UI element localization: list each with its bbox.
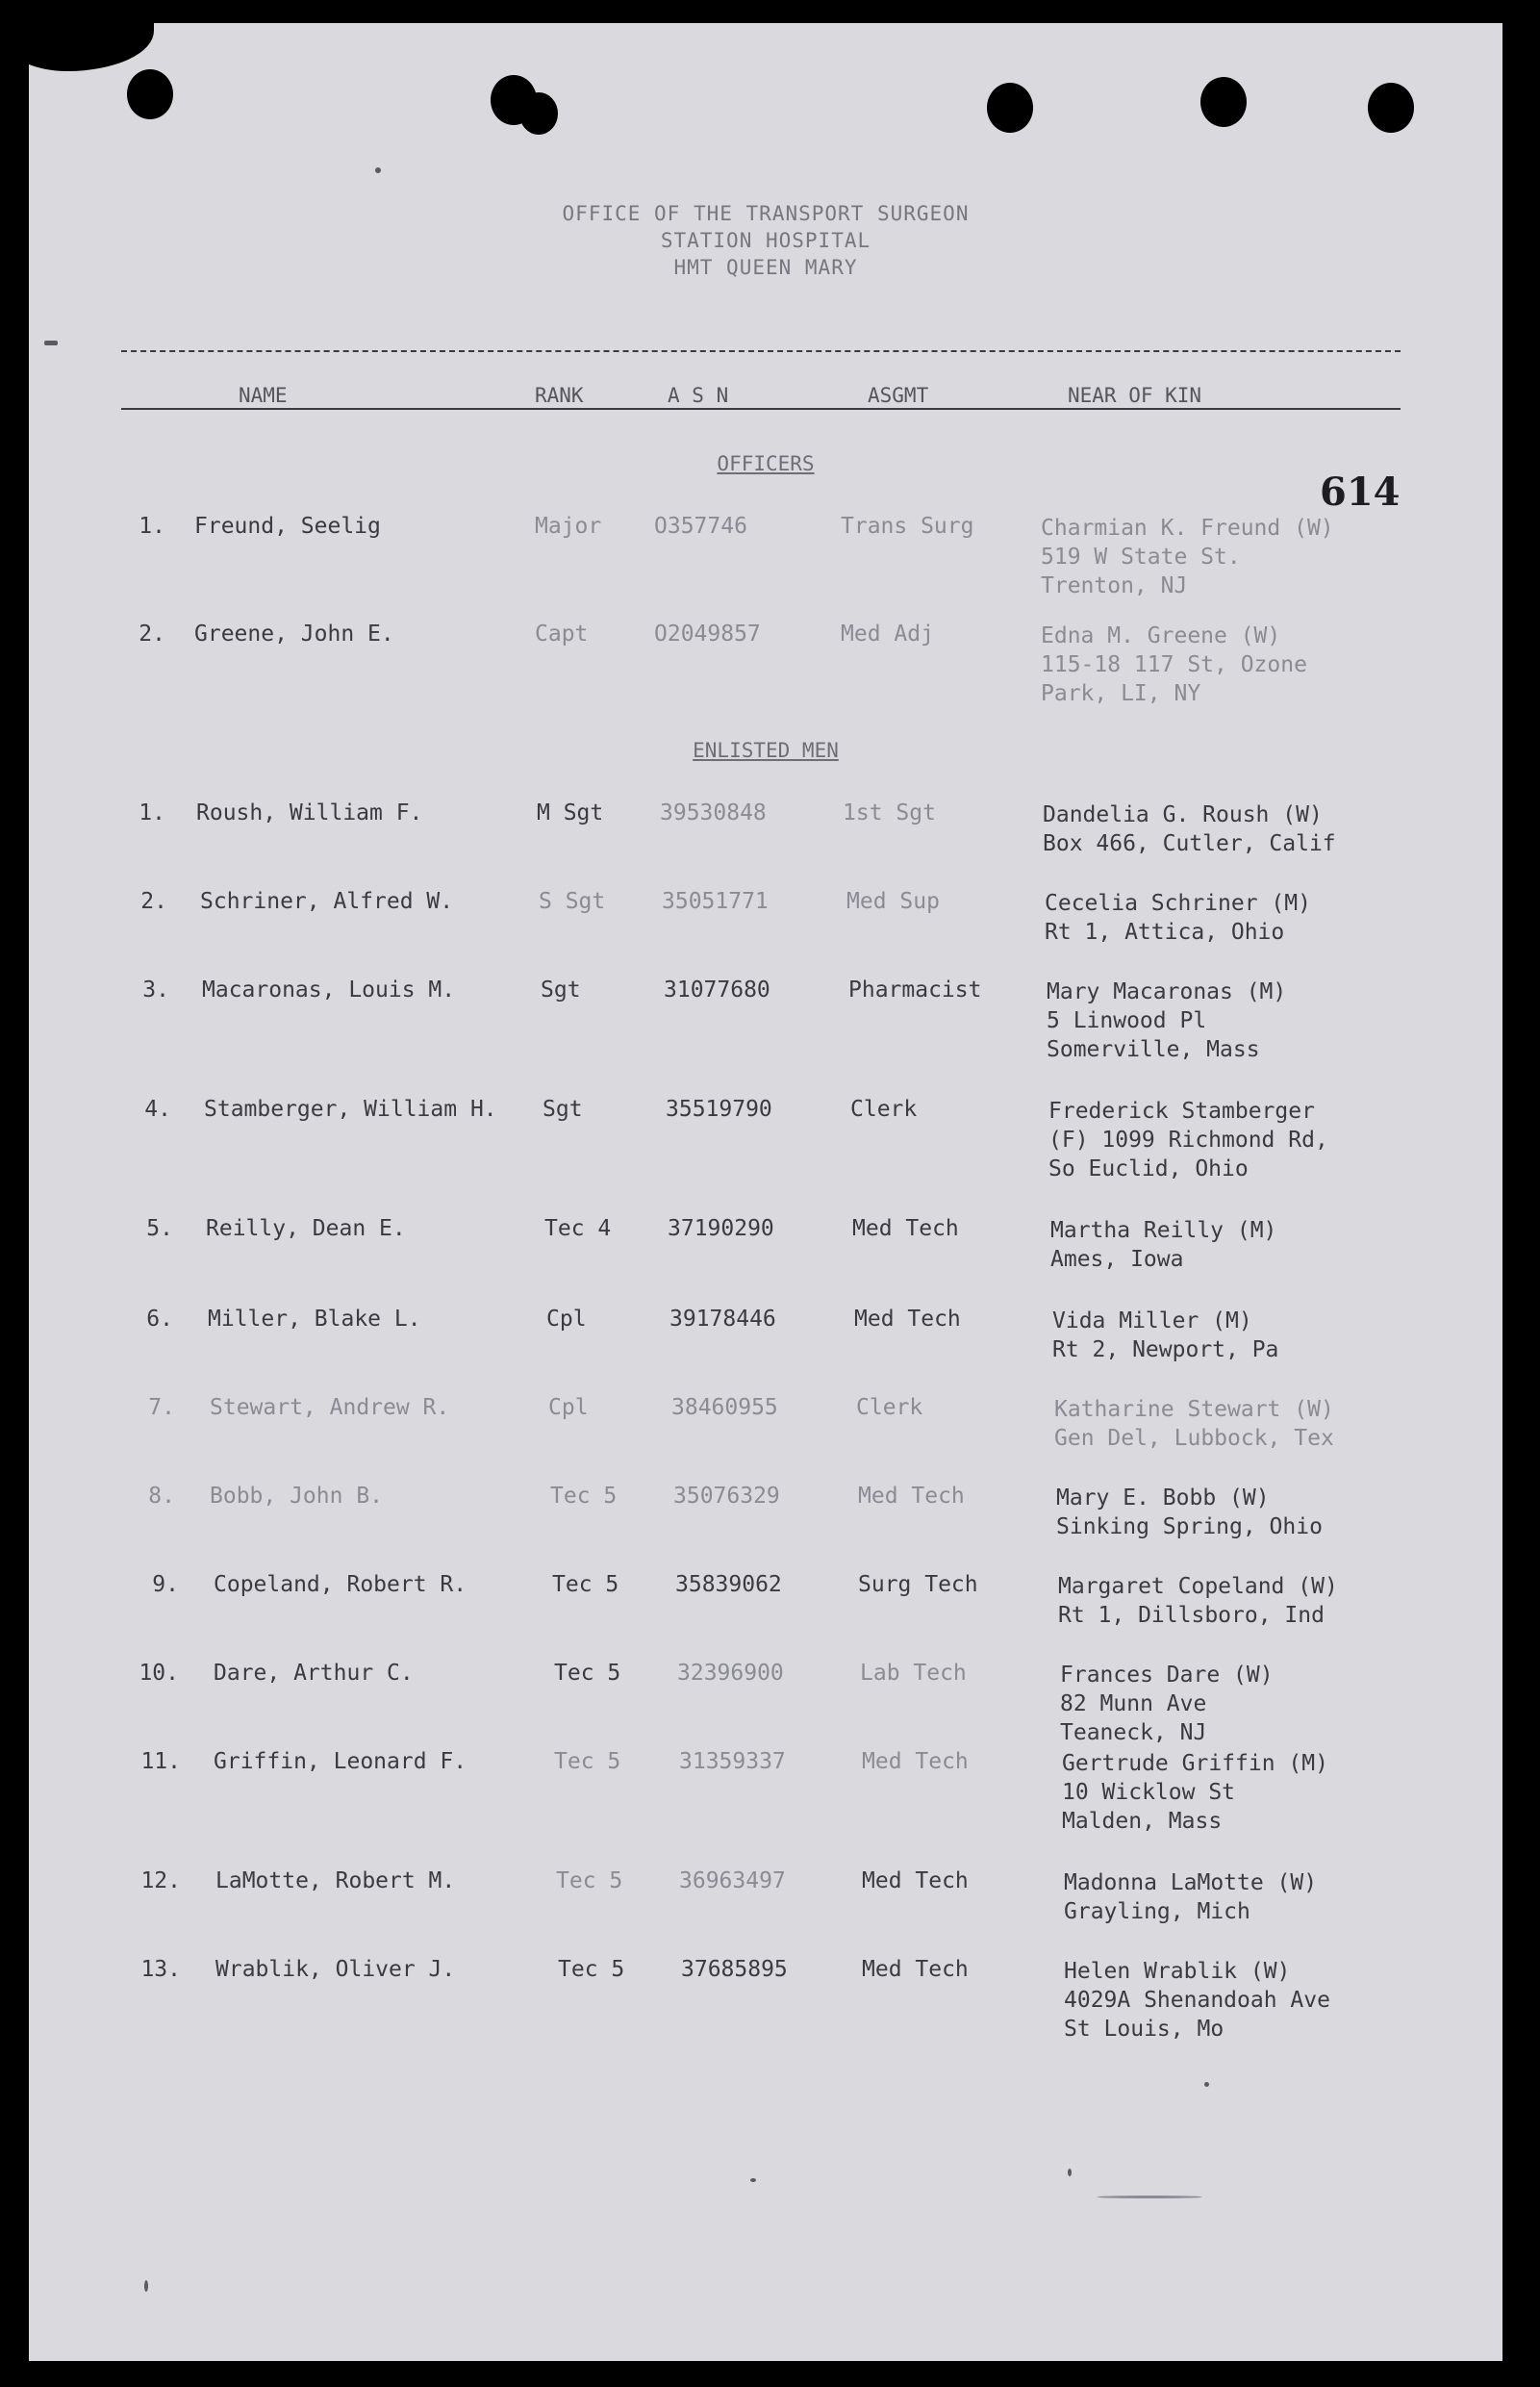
row-name: Greene, John E. — [194, 622, 394, 647]
ink-speck — [1068, 2169, 1072, 2176]
row-kin: Charmian K. Freund (W) 519 W State St. Trenton, NJ — [1041, 516, 1334, 598]
table-row — [29, 1097, 1502, 1181]
row-number: 7. — [148, 1395, 175, 1420]
document-page — [29, 23, 1502, 2361]
section-title-enlisted-men: ENLISTED MEN — [693, 739, 839, 762]
row-kin: Frances Dare (W) 82 Munn Ave Teaneck, NJ — [1060, 1663, 1274, 1745]
column-header-kin: NEAR OF KIN — [1068, 384, 1202, 407]
table-row — [29, 800, 1502, 877]
row-kin: Cecelia Schriner (M) Rt 1, Attica, Ohio — [1045, 891, 1311, 945]
row-asgmt: Pharmacist — [848, 978, 982, 1003]
row-kin: Helen Wrablik (W) 4029A Shenandoah Ave St Louis, Mo — [1064, 1959, 1330, 2042]
row-kin: Gertrude Griffin (M) 10 Wicklow St Malden, Mass — [1062, 1751, 1328, 1834]
table-row — [29, 1572, 1502, 1649]
ink-speck — [144, 2280, 148, 2292]
row-number: 6. — [146, 1307, 173, 1332]
row-number: 13. — [140, 1957, 181, 1982]
table-row — [29, 1749, 1502, 1834]
row-kin: Martha Reilly (M) Ames, Iowa — [1050, 1218, 1277, 1272]
ink-speck — [1097, 2196, 1202, 2198]
row-kin: Frederick Stamberger (F) 1099 Richmond Rd, So Euclid, Ohio — [1048, 1099, 1328, 1181]
row-asgmt: Med Tech — [862, 1749, 969, 1774]
row-rank: Tec 5 — [556, 1868, 623, 1893]
row-rank: Tec 5 — [558, 1957, 625, 1982]
row-name: Roush, William F. — [196, 800, 423, 825]
row-name: LaMotte, Robert M. — [215, 1868, 456, 1893]
section-title-officers: OFFICERS — [717, 452, 815, 475]
row-asn: 31077680 — [664, 978, 770, 1003]
row-asn: O357746 — [654, 514, 747, 539]
row-name: Schriner, Alfred W. — [200, 889, 454, 914]
column-header-asn: A S N — [668, 384, 729, 407]
row-rank: Tec 5 — [554, 1661, 621, 1686]
row-name: Copeland, Robert R. — [214, 1572, 467, 1597]
row-asgmt: Med Tech — [858, 1484, 965, 1509]
row-rank: Major — [535, 514, 602, 539]
row-asgmt: Med Sup — [846, 889, 940, 914]
row-asn: 35051771 — [662, 889, 769, 914]
row-number: 4. — [144, 1097, 171, 1122]
row-kin: Katharine Stewart (W) Gen Del, Lubbock, Tex — [1054, 1397, 1334, 1451]
row-asgmt: Clerk — [856, 1395, 923, 1420]
row-kin: Mary Macaronas (M) 5 Linwood Pl Somerville, Mass — [1047, 979, 1287, 1062]
table-row — [29, 1957, 1502, 2042]
row-asgmt: Med Tech — [862, 1957, 969, 1982]
row-kin: Dandelia G. Roush (W) Box 466, Cutler, Calif — [1043, 802, 1336, 856]
row-name: Dare, Arthur C. — [214, 1661, 414, 1686]
row-kin: Edna M. Greene (W) 115-18 117 St, Ozone Park, LI, NY — [1041, 623, 1307, 706]
column-header-asgmt: ASGMT — [868, 384, 929, 407]
row-number: 1. — [139, 514, 165, 539]
row-rank: Tec 5 — [550, 1484, 618, 1509]
row-rank: Sgt — [543, 1097, 583, 1122]
row-asgmt: Surg Tech — [858, 1572, 978, 1597]
column-header-rank: RANK — [535, 384, 584, 407]
torn-corner — [29, 23, 154, 71]
table-row — [29, 1395, 1502, 1472]
row-asn: O2049857 — [654, 622, 761, 647]
row-rank: Tec 5 — [552, 1572, 619, 1597]
row-rank: Capt — [535, 622, 589, 647]
row-asn: 37190290 — [668, 1216, 774, 1241]
row-name: Griffin, Leonard F. — [214, 1749, 467, 1774]
table-row — [29, 1216, 1502, 1293]
row-asgmt: Clerk — [850, 1097, 918, 1122]
table-row — [29, 1307, 1502, 1384]
row-asgmt: 1st Sgt — [843, 800, 936, 825]
table-row — [29, 1484, 1502, 1561]
row-rank: S Sgt — [539, 889, 606, 914]
row-asn: 35076329 — [673, 1484, 780, 1509]
row-name: Wrablik, Oliver J. — [215, 1957, 456, 1982]
row-number: 11. — [140, 1749, 181, 1774]
row-number: 10. — [139, 1661, 179, 1686]
ink-speck — [750, 2178, 756, 2182]
row-name: Stamberger, William H. — [204, 1097, 497, 1122]
row-rank: Cpl — [548, 1395, 589, 1420]
row-asn: 32396900 — [677, 1661, 784, 1686]
row-name: Freund, Seelig — [194, 514, 381, 539]
row-asn: 31359337 — [679, 1749, 786, 1774]
row-name: Macaronas, Louis M. — [202, 978, 456, 1003]
row-rank: Cpl — [546, 1307, 587, 1332]
row-asn: 35839062 — [675, 1572, 782, 1597]
row-asn: 39178446 — [669, 1307, 776, 1332]
row-asn: 36963497 — [679, 1868, 786, 1893]
row-rank: Tec 5 — [554, 1749, 621, 1774]
row-asgmt: Med Tech — [852, 1216, 959, 1241]
row-number: 12. — [140, 1868, 181, 1893]
table-row — [29, 978, 1502, 1062]
top-rule — [121, 350, 1401, 352]
row-name: Reilly, Dean E. — [206, 1216, 406, 1241]
row-asn: 35519790 — [666, 1097, 772, 1122]
row-name: Stewart, Andrew R. — [210, 1395, 450, 1420]
header-line-2: STATION HOSPITAL — [660, 229, 871, 252]
row-number: 8. — [148, 1484, 175, 1509]
row-rank: Sgt — [541, 978, 581, 1003]
row-kin: Vida Miller (M) Rt 2, Newport, Pa — [1052, 1308, 1279, 1362]
row-asgmt: Med Adj — [841, 622, 934, 647]
punch-hole — [987, 83, 1033, 133]
row-rank: Tec 4 — [544, 1216, 612, 1241]
punch-hole — [127, 69, 173, 119]
row-asn: 38460955 — [671, 1395, 778, 1420]
row-asgmt: Trans Surg — [841, 514, 974, 539]
row-asn: 37685895 — [681, 1957, 788, 1982]
table-row — [29, 889, 1502, 966]
row-number: 2. — [140, 889, 167, 914]
punch-hole — [1200, 77, 1247, 127]
punch-hole — [1368, 83, 1414, 133]
row-kin: Mary E. Bobb (W) Sinking Spring, Ohio — [1056, 1486, 1323, 1539]
ink-speck — [44, 341, 58, 345]
header-rule — [121, 408, 1401, 410]
table-row — [29, 622, 1502, 706]
row-asgmt: Med Tech — [854, 1307, 961, 1332]
punch-hole — [519, 92, 558, 135]
row-name: Bobb, John B. — [210, 1484, 384, 1509]
row-number: 9. — [152, 1572, 179, 1597]
row-asn: 39530848 — [660, 800, 767, 825]
row-name: Miller, Blake L. — [208, 1307, 421, 1332]
row-number: 2. — [139, 622, 165, 647]
row-kin: Madonna LaMotte (W) Grayling, Mich — [1064, 1870, 1318, 1924]
ink-speck — [1204, 2082, 1209, 2087]
row-rank: M Sgt — [537, 800, 604, 825]
ink-speck — [375, 167, 381, 173]
table-row — [29, 1661, 1502, 1745]
row-number: 1. — [139, 800, 165, 825]
table-row — [29, 514, 1502, 598]
header-line-1: OFFICE OF THE TRANSPORT SURGEON — [562, 202, 970, 225]
row-asgmt: Lab Tech — [860, 1661, 967, 1686]
row-number: 5. — [146, 1216, 173, 1241]
table-row — [29, 1868, 1502, 1945]
row-kin: Margaret Copeland (W) Rt 1, Dillsboro, Ind — [1058, 1574, 1338, 1628]
column-header-name: NAME — [239, 384, 288, 407]
page-number: 614 — [1320, 470, 1401, 515]
row-number: 3. — [142, 978, 169, 1003]
row-asgmt: Med Tech — [862, 1868, 969, 1893]
header-line-3: HMT QUEEN MARY — [673, 256, 858, 279]
